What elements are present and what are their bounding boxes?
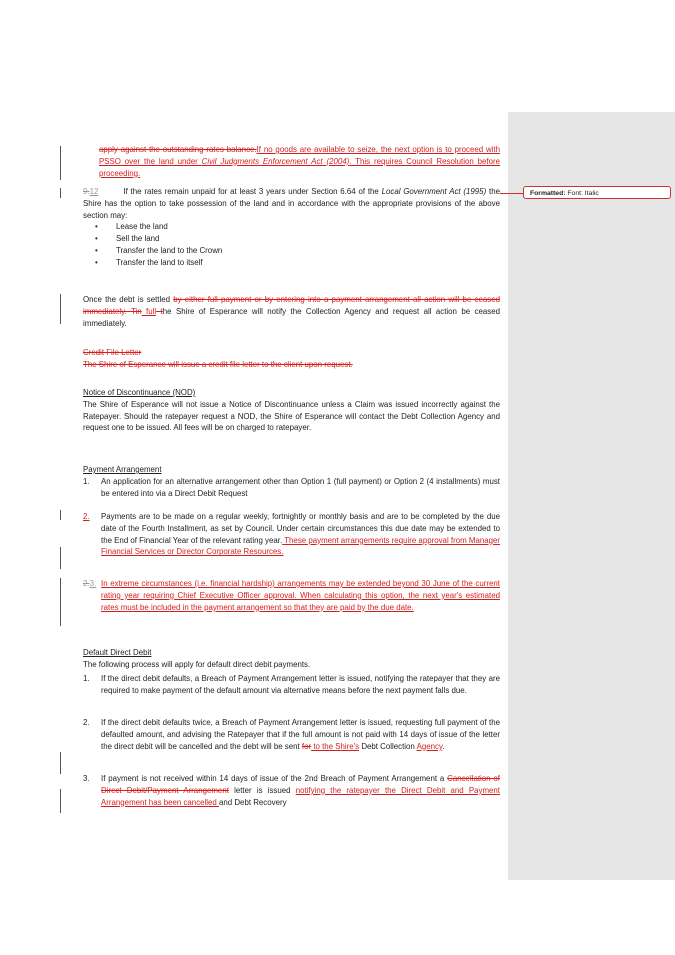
item-text: If the direct debit defaults, a Breach of Payment Arrangement letter is issued, notifying the ratepayer that they are required to make payment of the default amount via alternative means before the next payment falls due.: [101, 674, 500, 695]
section-12-paragraph: [83, 186, 500, 269]
section-heading: Notice of Discontinuance (NOD): [83, 388, 196, 397]
change-bar: [60, 188, 61, 198]
comment-margin-pane: [508, 112, 675, 880]
section-text: If the rates remain unpaid for at least 3 years under Section 6.64 of the: [123, 187, 382, 196]
inserted-text: to the Shire's: [311, 741, 360, 751]
default-item-2: [83, 717, 500, 752]
inserted-text: If no goods are available to seize, the next option is to proceed with PSSO over the land under: [99, 145, 500, 166]
item-text: letter is issued: [228, 785, 296, 795]
item-text: Debt Collection: [359, 741, 417, 751]
deleted-heading: Credit File Letter: [83, 348, 142, 357]
debt-settled-paragraph: [83, 294, 500, 329]
inserted-act-name: Civil Judgments Enforcement Act (2004): [201, 156, 350, 166]
deleted-text: for: [301, 741, 312, 751]
nod-section: [83, 387, 500, 434]
default-direct-debit-heading-block: [83, 647, 500, 671]
inserted-text: Agency: [416, 741, 443, 751]
inserted-text: In extreme circumstances (i.e. financial hardship) arrangements may be extended beyond 30 June of the current rating year requiring Chief Executive Officer approval. When calculating this option, the next year's estimated rates must be included in the payment arrangement so that they are paid by the due date.: [101, 579, 500, 612]
item-text: If the direct debit defaults twice, a Breach of Payment Arrangement letter is issued, requesting full payment of the defaulted amount, and advising the Ratepayer that if the full amount is not paid with 14 days of issue of the letter the direct debit will be cancelled and the debt will be sent: [101, 718, 500, 751]
inserted-text: full: [141, 306, 157, 316]
deleted-text: Cancellation of Direct Debit/Payment Arrangement: [101, 774, 500, 795]
list-item: • Lease the land: [83, 221, 500, 233]
item-number: 1.: [83, 674, 90, 683]
section-text: the Shire has the option to take possession of the land and in accordance with the appropriate provisions of the above section may:: [83, 187, 500, 220]
payment-item-3: [83, 578, 500, 613]
change-bar: [60, 547, 61, 569]
section-heading: Default Direct Debit: [83, 648, 152, 657]
item-text: and Debt Recovery: [219, 797, 287, 807]
inserted-text: . This requires Council Resolution before proceeding.: [99, 156, 501, 178]
change-bar: [60, 752, 61, 774]
item-text: Payments are to be made on a regular weekly, fortnightly or monthly basis and are to be completed by the due date of the Fourth Installment, as set by Council. Under certain circumstances this due date may be extended to the End of Financial Year of the relevant rating year.: [101, 512, 500, 545]
comment-label: Formatted:: [530, 190, 566, 197]
payment-item-2: [83, 511, 500, 558]
act-name: Local Government Act (1995): [381, 187, 487, 196]
deleted-text: The Shire of Esperance will issue a credit file letter to the client upon request.: [83, 359, 353, 369]
deleted-text: apply against the outstanding rates balance.: [99, 145, 257, 154]
old-number: 2.: [83, 579, 90, 588]
pssO-paragraph: [99, 144, 500, 179]
inserted-text: These payment arrangements require approval from Manager Financial Services or Director Corporate Resources.: [101, 535, 501, 557]
change-bar: [60, 294, 61, 324]
item-text: An application for an alternative arrangement other than Option 1 (full payment) or Option 2 (4 installments) must be entered into via a Direct Debit Request: [101, 477, 500, 498]
list-item: • Transfer the land to the Crown: [83, 245, 500, 257]
payment-arrangement-heading-block: [83, 464, 500, 476]
body-text: Once the debt is settled: [83, 295, 174, 304]
section-text: The Shire of Esperance will not issue a Notice of Discontinuance unless a Claim was issued incorrectly against the Ratepayer. Should the ratepayer request a NOD, the Shire of Esperance will contact the Debt Collection Agency and request one to be issued. All fees will be on charged to ratepayer.: [83, 399, 500, 433]
new-number: 3.: [89, 579, 97, 588]
item-text: .: [442, 741, 445, 751]
old-number: 9.: [83, 187, 90, 196]
inserted-text: notifying the ratepayer the Direct Debit and Payment Arrangement has been cancelled: [101, 785, 500, 807]
payment-item-1: [83, 476, 500, 500]
new-number: 12: [89, 187, 99, 196]
deleted-text: t: [156, 306, 163, 316]
item-number: 1.: [83, 477, 90, 486]
item-number: 2.: [83, 718, 90, 727]
list-item: • Sell the land: [83, 233, 500, 245]
change-bar: [60, 146, 61, 180]
formatting-comment-balloon[interactable]: [523, 186, 671, 199]
item-number: 2.: [83, 512, 90, 521]
default-item-3: [83, 773, 500, 808]
comment-connector: [500, 193, 523, 194]
default-item-1: [83, 673, 500, 697]
deleted-text: by either full payment or by entering into a payment arrangement all action will be ceased immediately. Tin: [83, 295, 500, 316]
change-bar: [60, 789, 61, 813]
change-bar: [60, 510, 61, 520]
body-text: he Shire of Esperance will notify the Collection Agency and request all action be ceased immediately.: [83, 306, 500, 328]
land-options-list: [83, 221, 500, 268]
item-text: If payment is not received within 14 days of issue of the 2nd Breach of Payment Arrangement a: [101, 774, 448, 783]
section-heading: Payment Arrangement: [83, 465, 162, 474]
credit-file-section: [83, 347, 500, 371]
change-bar: [60, 578, 61, 626]
comment-value: Font: Italic: [567, 190, 599, 197]
section-text: The following process will apply for default direct debit payments.: [83, 659, 311, 669]
item-number: 3.: [83, 774, 90, 783]
list-item: • Transfer the land to itself: [83, 257, 500, 269]
